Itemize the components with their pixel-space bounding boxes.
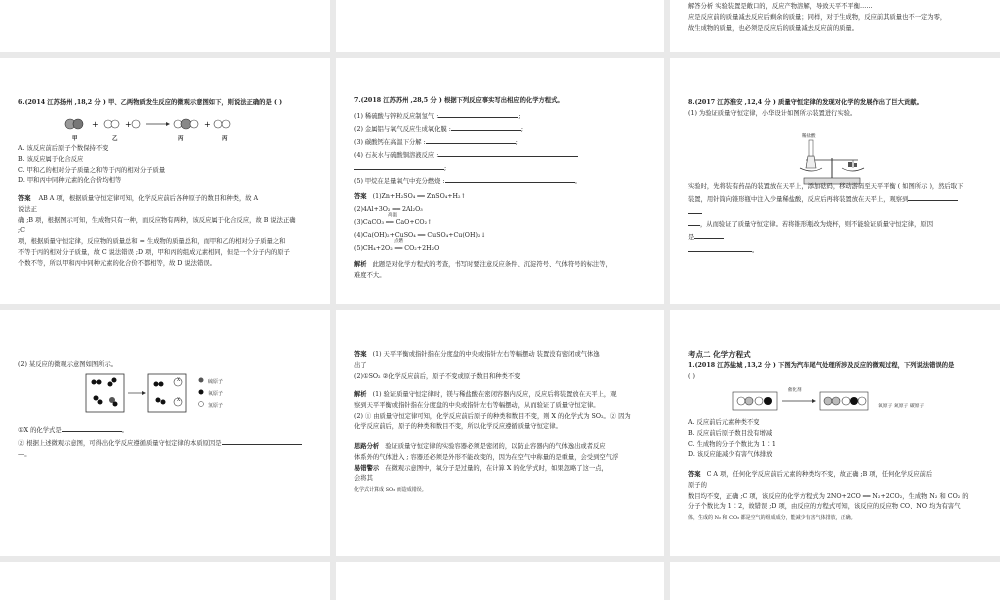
blank-line[interactable]: [688, 206, 702, 214]
condition-label: 点燃: [394, 239, 403, 244]
equation: (3)CaCO₃ ══ CaO+CO₂↑: [354, 219, 433, 226]
body-text: 是: [688, 234, 695, 242]
figure-label: 稀盐酸: [802, 134, 816, 139]
slide-bottom-middle: [336, 562, 664, 600]
slide-bottom-left: [0, 562, 330, 600]
question-stem: 7.(2018 江苏苏州 ,28,5 分 ) 根据下列反应事实写出相应的化学方程式。: [354, 97, 564, 104]
body-text: 实验时，先将装有药品的装置放在天平上，添加砝码，移动游码至天平平衡 ( 如图所示 )，然后取下: [688, 183, 964, 190]
legend-label: 氢原子: [208, 403, 224, 409]
option-a: A. 反应前后元素种类不变: [688, 419, 760, 426]
answer-label: 答案: [354, 351, 367, 358]
analysis-text: 化学反应前后，原子的种类和数目不变，所以化学反应遵循质量守恒定律。: [354, 423, 562, 431]
question-stem: 6.(2014 江苏扬州 ,18,2 分 ) 甲、乙两物质发生反应的微观示意图如下，则说法正确的是 ( ): [18, 99, 283, 106]
equation: (1)Zn+H₂SO₄ ══ ZnSO₄+H₂↑: [372, 193, 466, 200]
answer-text: 确 ;B 项，根据图示可知，生成物只有一种，而反应物有两种，该反应属于化合反应，故 B 说法正确: [18, 216, 296, 224]
fill-item: (1) 稀硫酸与锌粒反应制氢气 :: [354, 113, 439, 120]
option-d: D. 甲和丙中同种元素的化合价均相等: [18, 177, 122, 185]
molecule-label: 乙: [112, 136, 118, 142]
question-stem: 1.(2018 江苏盐城 ,13,2 分 ) 下图为汽车尾气处理所涉及反应的微观过程，下列说法错误的是: [688, 361, 955, 369]
blank-line[interactable]: [908, 193, 958, 201]
question-stem: 8.(2017 江苏淮安 ,12,4 分 ) 质量守恒定律的发现对化学的发展作出了巨大贡献。: [688, 99, 923, 106]
fill-item: (2) 金属铝与氧气反应生成氧化膜 :: [354, 126, 451, 133]
tip-label: 思路分析: [354, 443, 380, 450]
sub-question: ② 根据上述微观示意图，可得出化学反应遵循质量守恒定律的本质原因是: [18, 439, 222, 447]
answer-text: 体，生成的 N₂ 和 CO₂ 都是空气的组成成分，能减少有害气体排放，正确。: [688, 515, 856, 522]
analysis-text: (1) 验证质量守恒定律时，镁与稀盐酸在密闭容器内反应，反应后将装置放在天平上，观: [372, 391, 617, 398]
reaction-diagram: [62, 116, 262, 140]
question-sub: (2) 某反应的微观示意图如图所示。: [18, 361, 118, 368]
legend-label: 氮原子: [893, 404, 909, 409]
answer-text: 项，根据质量守恒定律，反应物的质量总和 = 生成物的质量总和，而甲和乙的相对分子质量之和: [18, 238, 286, 246]
slide-question-8-part2: (2) 某反应的微观示意图如图所示。 X X 硫原子 氧原子 氢原子 ①X 的化学式是 。 ② 根据上述微观示意图，可得出化学反应遵循质量守恒定律的本质原因是 —。: [0, 310, 330, 556]
slide-top-left: [0, 0, 330, 52]
analysis-text: 难度不大。: [354, 271, 386, 279]
analysis-text: 察到天平平衡或指针指在分度盘的中央或指针左右等幅摆动，从而验证了质量守恒定律。: [354, 401, 600, 409]
blank-line[interactable]: [445, 175, 575, 183]
answer-text: 个数不等，所以甲和丙中同种元素的化合价不都相等，故 D 说法错误。: [18, 259, 216, 267]
legend-label: 氧原子: [878, 404, 893, 409]
analysis-text: (2) ① 由质量守恒定律可知，化学反应前后原子的种类和数目不变，则 X 的化学式为 SO₂。② 因为: [354, 412, 631, 420]
error-text: 在微观示意图中，氧分子是过量的，在计算 X 的化学式时，如果忽略了这一点，: [385, 464, 608, 472]
molecule-label: 甲: [72, 136, 78, 142]
blank-line[interactable]: [354, 162, 444, 170]
answer-text: ;C: [18, 227, 25, 235]
text-line: 故生成物的质量，也必须是反应后的质量减去反应前的质量。: [688, 24, 859, 32]
fill-item: (5) 甲烷在足量氧气中充分燃烧 :: [354, 178, 445, 185]
fill-item: (3) 碳酸钙在高温下分解 :: [354, 139, 426, 146]
blank-line[interactable]: [426, 136, 516, 144]
slide-answer-8: [336, 310, 664, 556]
text-line: 应是反应前的质量减去反应后剩余的质量；同样，对于生成物，反应前其质量也不一定为零，: [688, 13, 947, 21]
catalytic-reaction-diagram: [732, 390, 892, 414]
slide-question-6: [0, 58, 330, 304]
answer-paren: ( ): [688, 372, 695, 380]
molecule-label: 丙: [178, 136, 184, 142]
option-b: B. 该反应属于化合反应: [18, 155, 84, 163]
equation: (4)Ca(OH)₂+CuSO₄ ══ CuSO₄+Cu(OH)₂↓: [354, 232, 486, 239]
blank-line[interactable]: [694, 231, 724, 239]
answer-text: C A 项，任何化学反应前后元素的种类均不变，故正确 ;B 项，任何化学反应前后: [706, 471, 933, 478]
tip-text: 验证质量守恒定律的实验容器必须是密闭的，以防止容器内的气体逸出或者反应: [385, 443, 606, 450]
slide-keypoint-2: [670, 310, 1000, 556]
legend-label: 碳原子: [909, 404, 925, 409]
answer-text: 出了: [354, 361, 367, 369]
option-a: A. 该反应前后原子个数保持不变: [18, 145, 109, 152]
body-text: 装置，用针筒向锥形瓶中注入少量稀盐酸，反应后再将装置放在天平上，观察到: [688, 195, 909, 203]
answer-text: 分子个数比为 1∶2，故错误 ;D 项，由反应的方程式可知，该反应的反应物 CO、NO 均为有害气: [688, 503, 961, 511]
svg-text:+: +: [204, 120, 211, 129]
tip-text: 体系外的气体进入 ; 容器还必须是外形不能改变的，因为在空气中称量的是重量，会受到空气浮: [354, 453, 619, 461]
answer-text: 不等于丙的相对分子质量，故 C 说法错误 ;D 项，甲和丙的组成元素相同，但是一个分子内的原子: [18, 248, 290, 256]
option-c: C. 生成物的分子个数比为 1∶1: [688, 440, 776, 448]
equation: (5)CH₄+2O₂ ══ CO₂+2H₂O: [354, 245, 440, 252]
analysis-text: 此题是对化学方程式的考查，书写时要注意反应条件、沉淀符号、气体符号的标注等，: [372, 261, 612, 268]
answer-label: 答案: [18, 195, 31, 202]
slide-top-middle: [336, 0, 664, 52]
answer-text: (1) 天平平衡或指针指在分度盘的中央或指针左右等幅摆动 装置没有密闭或气体逸: [372, 351, 600, 358]
blank-line[interactable]: [688, 218, 700, 226]
analysis-label: 解析: [354, 261, 367, 268]
x-mark: X: [177, 398, 181, 403]
option-d: D. 该反应能减少有害气体排放: [688, 451, 773, 459]
slide-top-right: [670, 0, 1000, 52]
svg-text:+: +: [92, 120, 99, 129]
legend-dots: [197, 376, 207, 412]
option-b: B. 反应前后原子数目没有增减: [688, 429, 773, 437]
blank-line[interactable]: [438, 110, 518, 118]
legend-label: 硫原子: [208, 379, 224, 385]
molecule-label: 丙: [222, 136, 228, 142]
question-sub: (1) 为验证质量守恒定律，小华设计如图所示装置进行实验。: [688, 109, 857, 117]
answer-text: 原子的: [688, 481, 707, 489]
x-mark: X: [177, 378, 181, 383]
equation: (2)4Al+3O₂ ══ 2Al₂O₃: [354, 206, 423, 213]
error-text: 化学式计算成 SO₃ 而造成错误。: [354, 487, 427, 494]
error-text: 会将其: [354, 475, 373, 483]
slide-bottom-right: [670, 562, 1000, 600]
answer-text: 数目均不变，正确 ;C 项，该反应的化学方程式为 2NO+2CO ══ N₂+2CO₂，生成物 N₂ 和 CO₂ 的: [688, 492, 969, 500]
fill-item: (4) 石灰水与硫酸铜溶液反应 :: [354, 152, 439, 159]
blank-line[interactable]: [438, 149, 578, 157]
answer-label: 答案: [354, 193, 367, 200]
slide-question-8: 8.(2017 江苏淮安 ,12,4 分 ) 质量守恒定律的发现对化学的发展作出了巨大贡献。 (1) 为验证质量守恒定律，小华设计如图所示装置进行实验。 稀盐酸 实验时，先将装有药品的装置放在天平上，添加砝码，移动游码至天平平衡 ( 如图所示 )，然后取下 装置，用针筒向锥形瓶中注入少量稀盐酸，反应后再将装置放在天平上，观察到 ，从而验证了质量守恒定律。若将锥形瓶改为烧杯，则不能验证质量守恒定律，原因 是 。: [670, 58, 1000, 304]
legend-label: 氧原子: [208, 391, 224, 397]
blank-line[interactable]: [222, 437, 302, 445]
option-c: C. 甲和乙的相对分子质量之和等于丙的相对分子质量: [18, 166, 166, 174]
analysis-label: 解析: [354, 391, 367, 398]
answer-label: 答案: [688, 471, 701, 478]
text-line: 解答分析 实验装置是敞口的，反应产物溶解，导致天平不平衡……: [688, 3, 873, 10]
catalyst-label: 催化剂: [788, 388, 802, 393]
body-text: ，从而验证了质量守恒定律。若将锥形瓶改为烧杯，则不能验证质量守恒定律，原因: [700, 221, 933, 229]
answer-text: (2)①SO₂ ②化学反应前后，原子不变或原子数目和种类不变: [354, 372, 521, 380]
error-label: 易错警示: [354, 464, 380, 472]
blank-line[interactable]: [688, 244, 752, 252]
blank-line[interactable]: [62, 424, 122, 432]
answer-text: 说法正: [18, 205, 37, 213]
section-title: 考点二 化学方程式: [688, 350, 751, 359]
answer-text: AB A 项，根据质量守恒定律可知，化学反应前后各种原子的数目和种类，故 A: [38, 195, 259, 202]
condition-label: 高温: [388, 213, 397, 218]
sub-question: ①X 的化学式是: [18, 427, 62, 434]
slide-question-7: 7.(2018 江苏苏州 ,28,5 分 ) 根据下列反应事实写出相应的化学方程式。 (1) 稀硫酸与锌粒反应制氢气 : ; (2) 金属铝与氧气反应生成氧化膜 : ; (3) 碳酸钙在高温下分解 : ; (4) 石灰水与硫酸铜溶液反应 : ; (5) 甲烷在足量氧气中充分燃烧 : 。 答案 (1)Zn+H₂SO₄ ══ ZnSO₄+H₂↑ (2)4Al+3O₂ ══ 2Al₂O₃ (3)CaCO₃ ══ CaO+CO₂↑ (4)Ca(OH)₂+CuSO₄ ══ CuSO₄+Cu(OH)₂↓ (5)CH₄+2O₂ ══ CO₂+2H₂O 高温 点燃 解析 此题是对化学方程式的考查，书写时要注意反应条件、沉淀符号、气体符号的标注等， 难度不大。: [336, 58, 664, 304]
blank-line[interactable]: [451, 123, 521, 131]
svg-text:+: +: [125, 120, 132, 129]
